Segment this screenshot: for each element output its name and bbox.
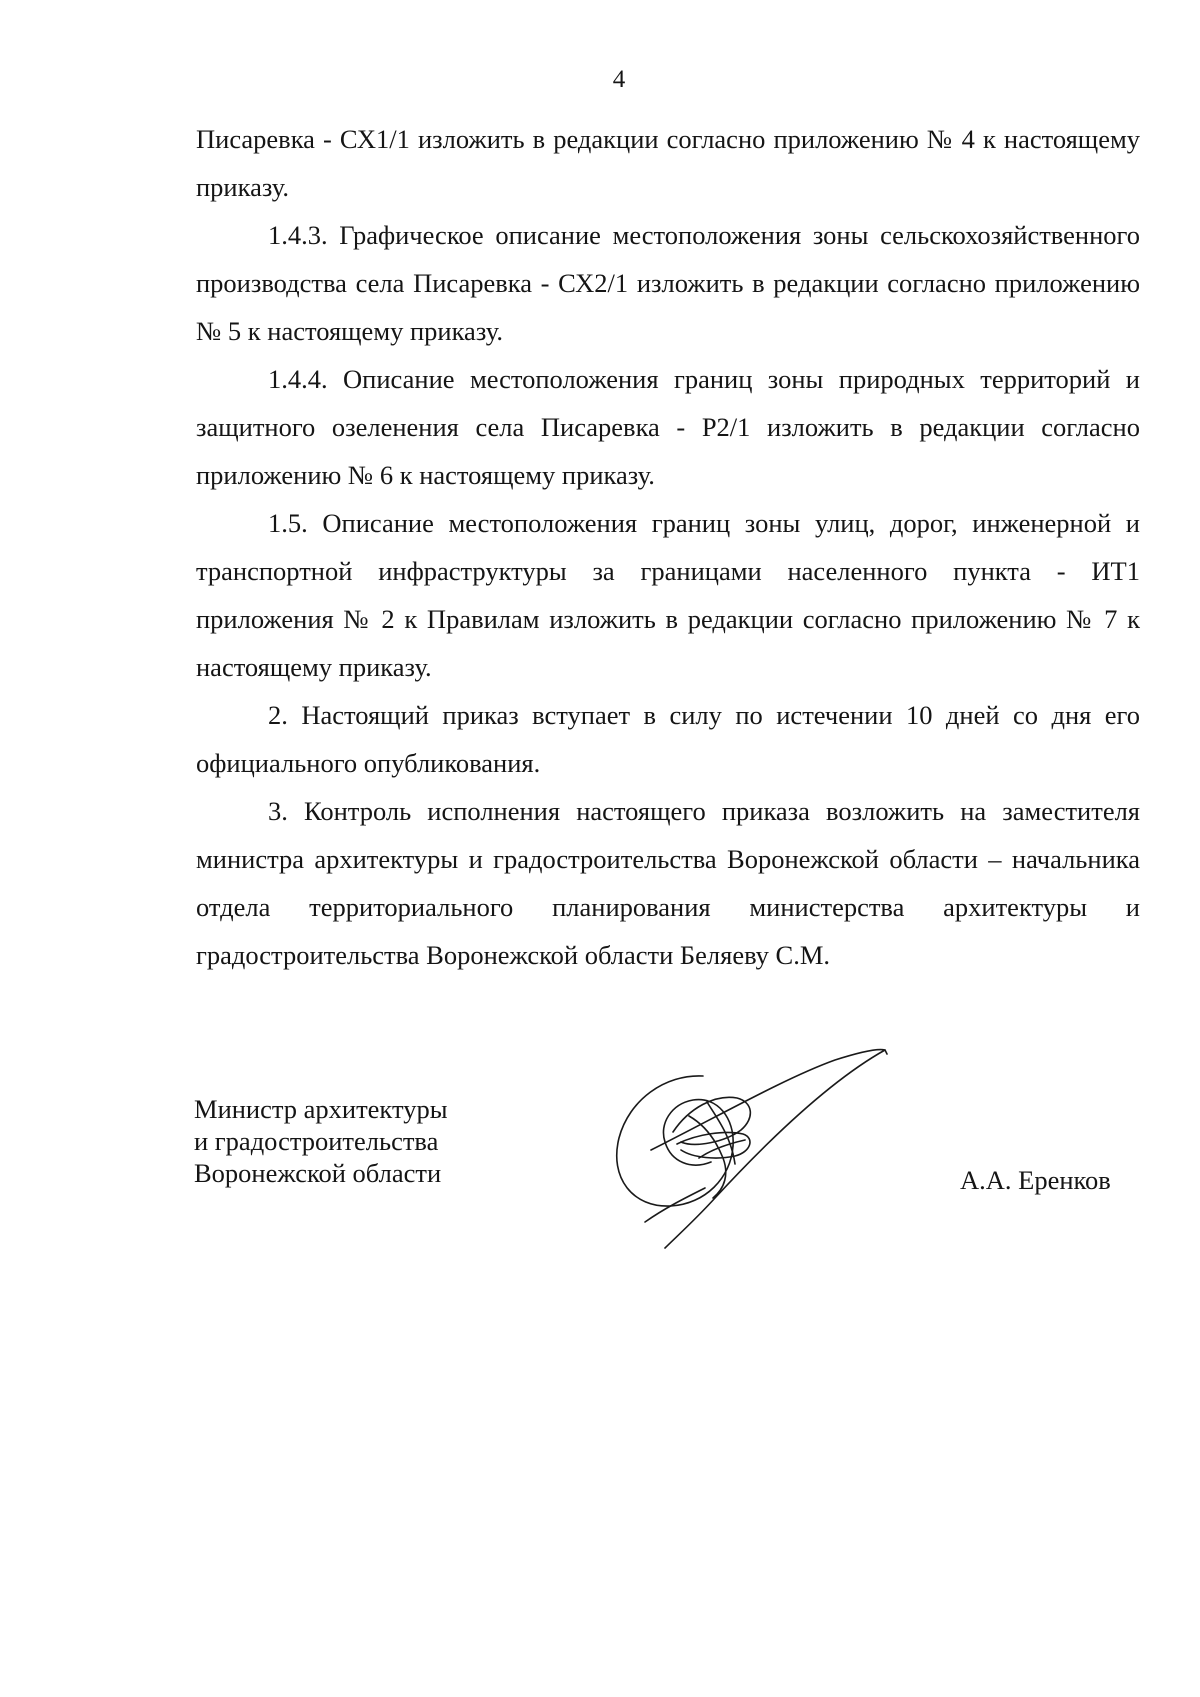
document-body [196,115,1140,979]
paragraph-3: 3. Контроль исполнения настоящего приказа возложить на заместителя министра архитектуры и градостроительства Воронежской области – начальника отдела территориального планирования министерства архитектуры и градостроительства Воронежской области Беляеву С.М. [196,796,1140,970]
signatory-title-line: Воронежской области [194,1158,442,1188]
signatory-title-line: и градостроительства [194,1126,439,1156]
paragraph-1-4-3: 1.4.3. Графическое описание местоположения зоны сельскохозяйственного производства села Писаревка - СХ2/1 изложить в редакции согласно приложению № 5 к настоящему приказу. [196,220,1140,346]
signer-name: А.А. Еренков [960,1165,1111,1195]
paragraph-1-4-4: 1.4.4. Описание местоположения границ зоны природных территорий и защитного озеленения села Писаревка - Р2/1 изложить в редакции согласно приложению № 6 к настоящему приказу. [196,364,1140,490]
handwritten-signature [585,1038,975,1278]
page-number: 4 [612,66,626,93]
paragraph-1-5: 1.5. Описание местоположения границ зоны улиц, дорог, инженерной и транспортной инфраструктуры за границами населенного пункта - ИТ1 приложения № 2 к Правилам изложить в редакции согласно приложению № 7 к настоящему приказу. [196,508,1140,682]
paragraph-2: 2. Настоящий приказ вступает в силу по истечении 10 дней со дня его официального опубликования. [196,700,1140,778]
paragraph-continuation: Писаревка - СХ1/1 изложить в редакции согласно приложению № 4 к настоящему приказу. [196,124,1140,202]
signatory-title [194,1093,448,1189]
signatory-title-line: Министр архитектуры [194,1094,448,1124]
